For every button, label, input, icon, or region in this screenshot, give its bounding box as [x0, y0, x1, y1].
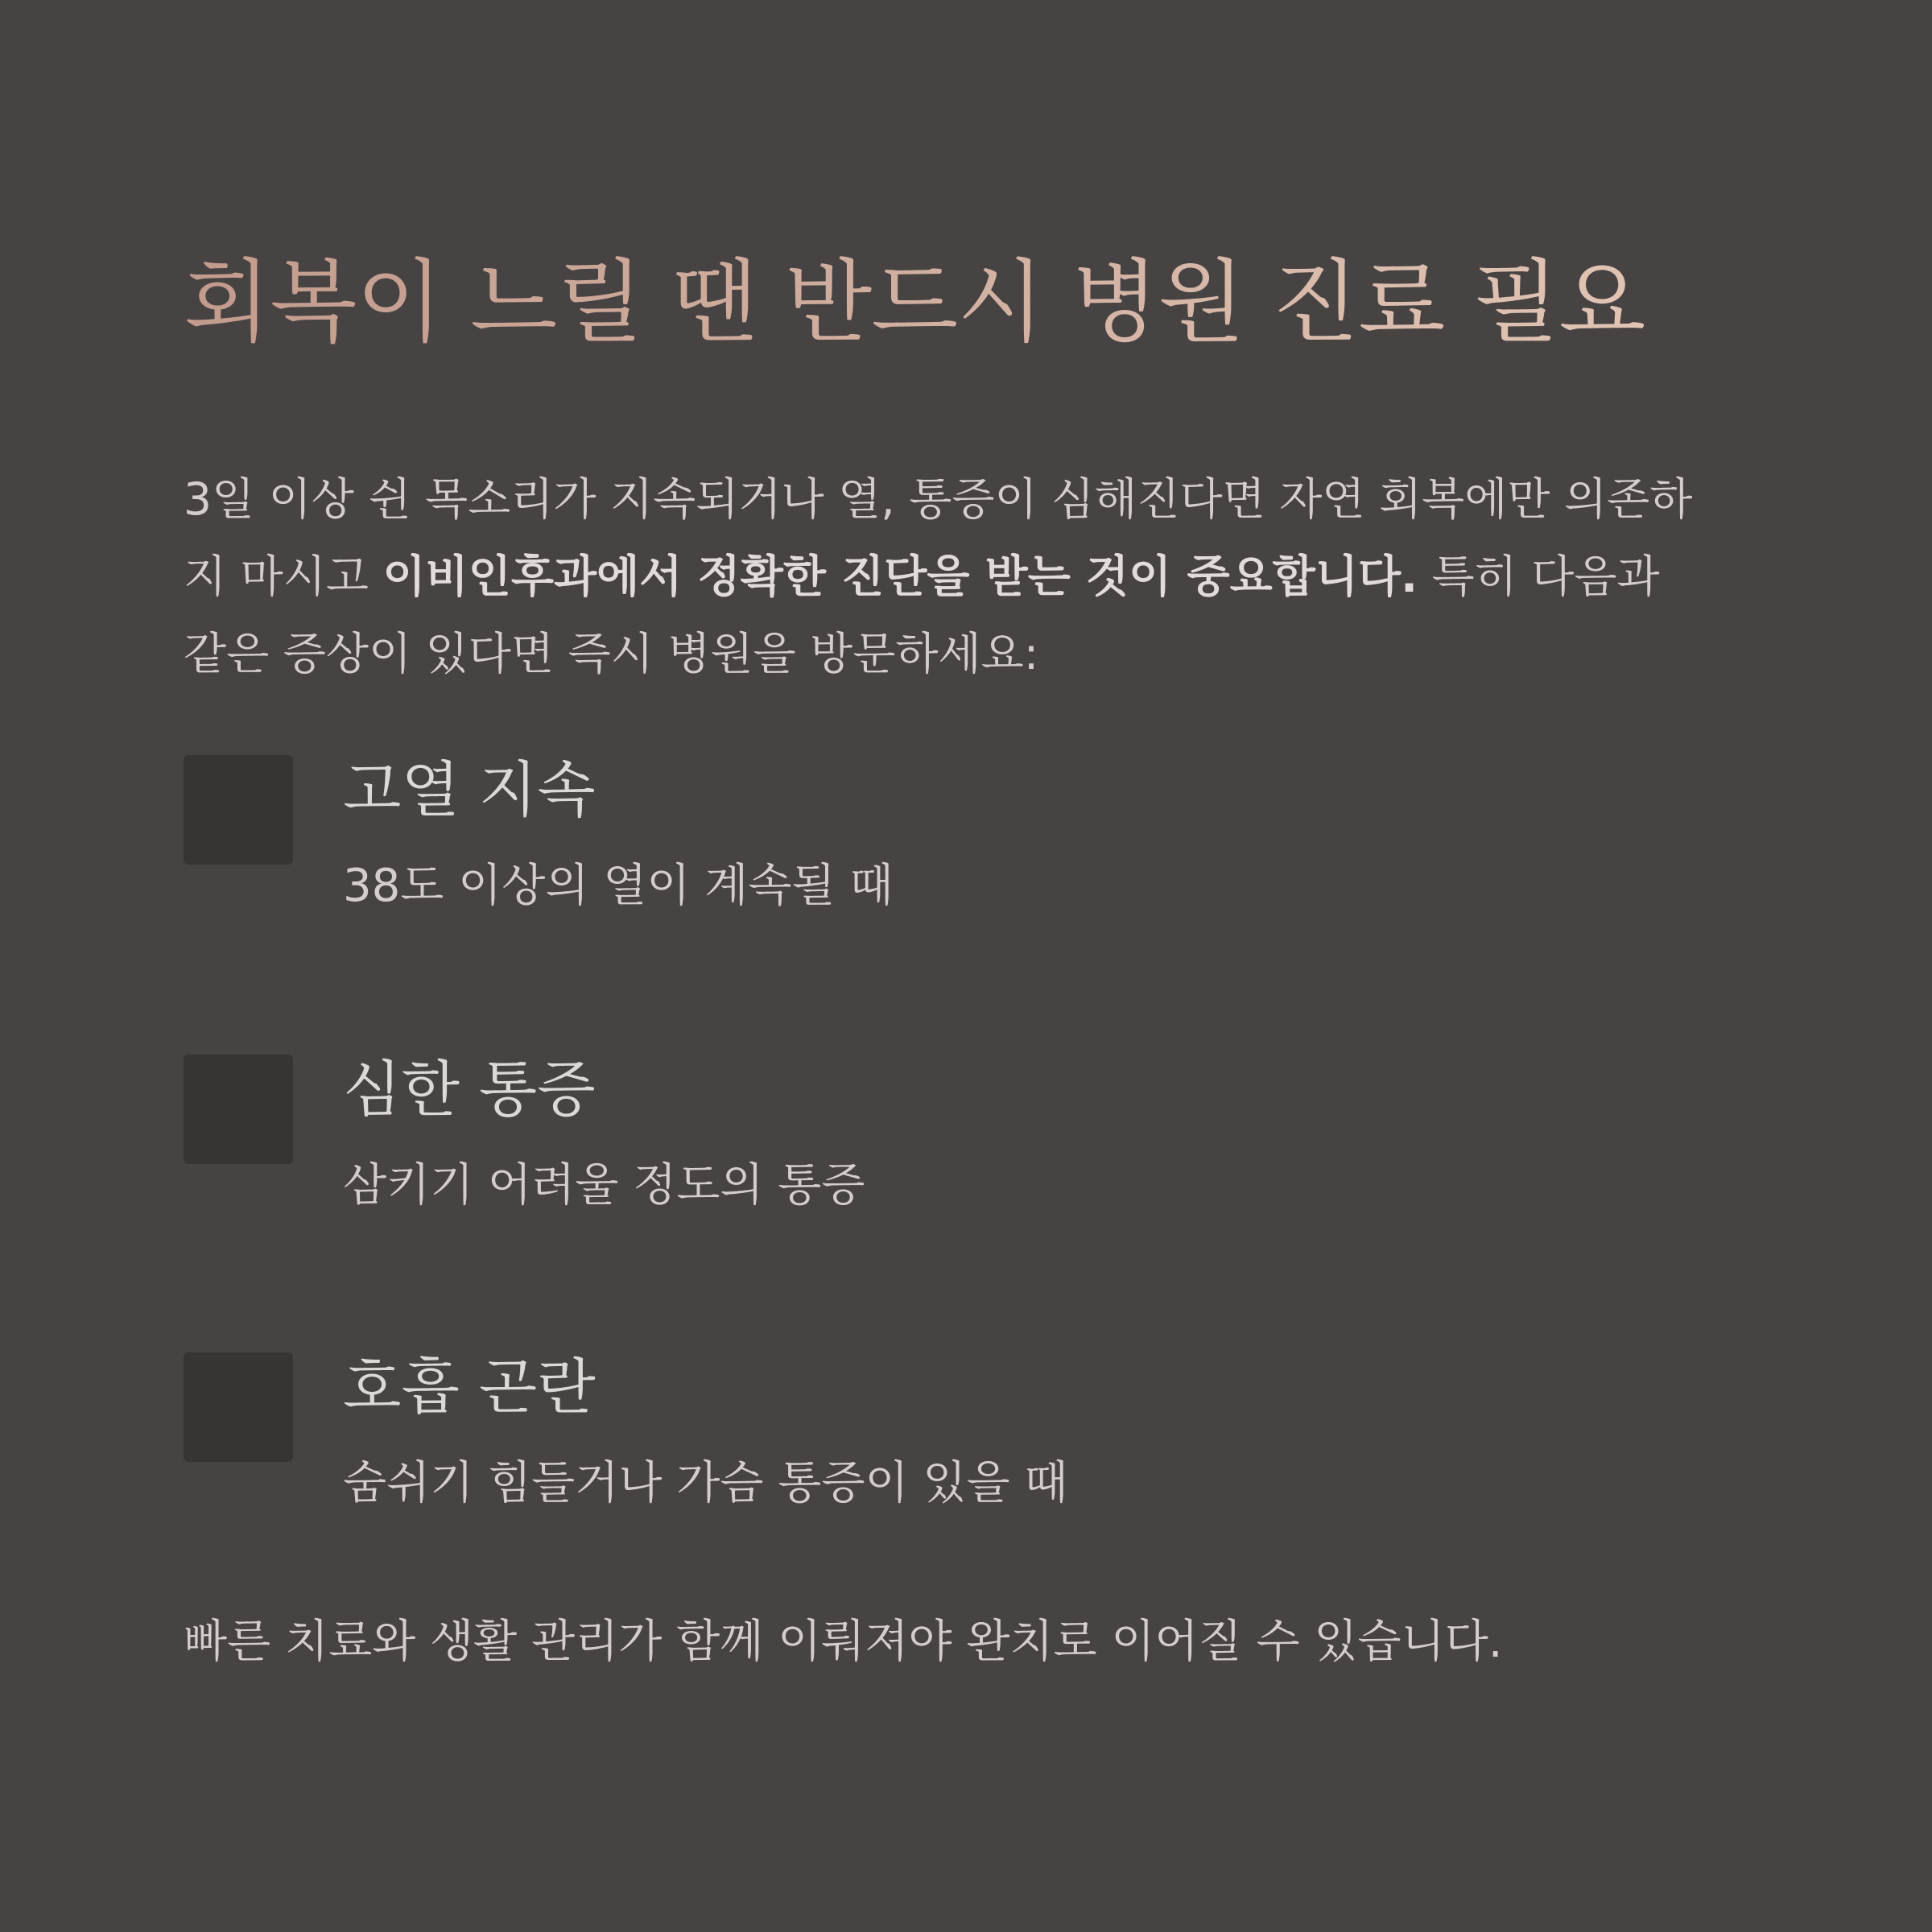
symptom-title: 고열 지속: [343, 754, 596, 825]
intro-emphasis: 이비인후과에서 정확한 진단을 받는 것이 중요합니다.: [382, 551, 1418, 602]
closing-note: 빠른 치료와 생활 관리가 함께 이뤄져야 완치로 이어질 수 있습니다.: [184, 1616, 1503, 1668]
symptom-icon-box: [184, 1055, 293, 1164]
symptom-description: 38도 이상의 열이 계속될 때: [343, 860, 894, 912]
symptom-icon-box: [184, 1352, 293, 1462]
slide: [184, 0, 1761, 1932]
intro-line-2-end: 특히 다음과: [1418, 551, 1660, 602]
symptom-title: 호흡 곤란: [343, 1352, 596, 1422]
intro-line-1: 3일 이상 쉰 목소리가 지속되거나 열, 통증이 심해진다면 자연 회복에만 의존하: [184, 473, 1693, 525]
symptom-icon-box: [184, 755, 293, 865]
symptom-item-breathing-difficulty: [184, 1352, 1761, 1554]
symptom-description: 삼키기 어려울 정도의 통증: [343, 1159, 865, 1212]
intro-line-3: 같은 증상이 있다면 즉시 병원을 방문하세요:: [184, 628, 1039, 679]
symptom-item-severe-pain: [184, 1055, 1761, 1256]
symptom-description: 숨쉬기 힘들거나 가슴 통증이 있을 때: [343, 1457, 1068, 1509]
intro-line-2-start: 지 마시고: [184, 551, 383, 602]
intro-line-2: [184, 538, 1761, 615]
page-title: 회복이 느릴 땐 반드시 병원 진료 필요: [184, 238, 1645, 367]
intro-paragraph: [184, 460, 1761, 692]
symptom-item-high-fever: [184, 755, 1761, 956]
symptom-title: 심한 통증: [343, 1054, 596, 1125]
